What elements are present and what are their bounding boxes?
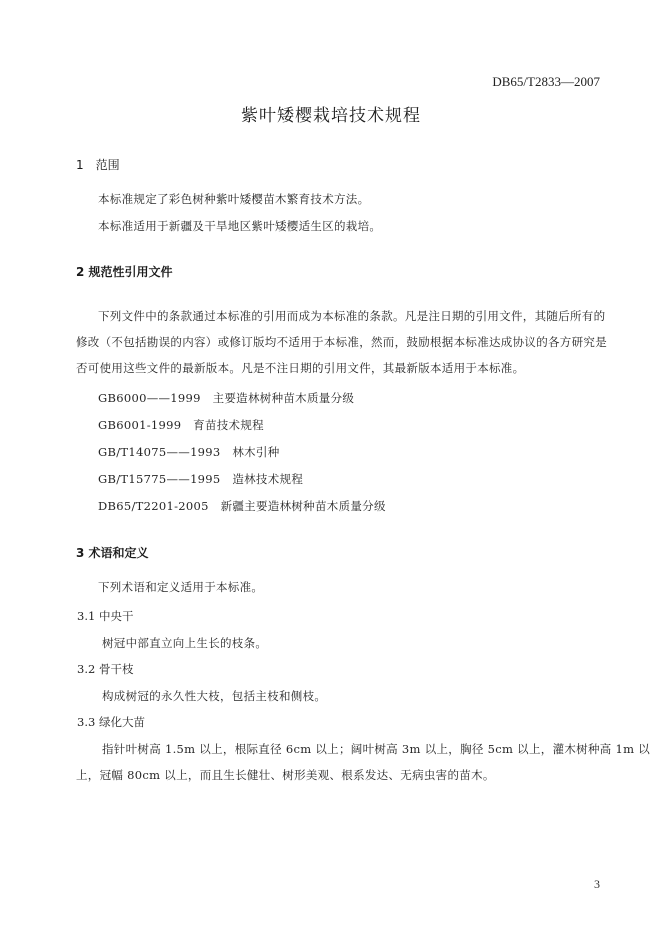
section-3-heading: 3 术语和定义 [76, 546, 149, 560]
term-id: 3.1 中央干 [77, 609, 134, 623]
section-2-intro-line: 修改（不包括勘误的内容）或修订版均不适用于本标准，然而，鼓励根据本标准达成协议的各方研究是 [76, 335, 607, 349]
document-title: 紫叶矮樱栽培技术规程 [241, 106, 421, 126]
term-definition: 树冠中部直立向上生长的枝条。 [102, 636, 268, 650]
section-2-intro-line: 否可使用这些文件的最新版本。凡是不注日期的引用文件，其最新版本适用于本标准。 [76, 361, 525, 375]
reference-item: DB65/T2201-2005 新疆主要造林树种苗木质量分级 [98, 499, 386, 513]
term-definition: 构成树冠的永久性大枝，包括主枝和侧枝。 [102, 689, 327, 703]
term-definition: 指针叶树高 1.5m 以上，根际直径 6cm 以上；阔叶树高 3m 以上，胸径 5cm 以上，灌木树种高 1m 以 [102, 742, 651, 756]
standard-code: DB65/T2833—2007 [492, 74, 600, 89]
section-2-intro-line: 下列文件中的条款通过本标准的引用而成为本标准的条款。凡是注日期的引用文件，其随后所有的 [98, 309, 606, 323]
term-id: 3.3 绿化大苗 [77, 715, 145, 729]
section-1-paragraph: 本标准规定了彩色树种紫叶矮樱苗木繁育技术方法。 [98, 192, 370, 206]
reference-item: GB6000——1999 主要造林树种苗木质量分级 [98, 391, 355, 405]
page-number: 3 [594, 877, 600, 891]
section-2-heading: 2 规范性引用文件 [76, 265, 173, 279]
section-1-heading: 1 范围 [76, 158, 120, 172]
reference-item: GB/T15775——1995 造林技术规程 [98, 472, 304, 486]
section-3-intro: 下列术语和定义适用于本标准。 [98, 580, 264, 594]
reference-item: GB/T14075——1993 林木引种 [98, 445, 280, 459]
term-id: 3.2 骨干枝 [77, 662, 134, 676]
term-definition: 上，冠幅 80cm 以上，而且生长健壮、树形美观、根系发达、无病虫害的苗木。 [76, 768, 495, 782]
reference-item: GB6001-1999 育苗技术规程 [98, 418, 264, 432]
section-1-paragraph: 本标准适用于新疆及干旱地区紫叶矮樱适生区的栽培。 [98, 219, 382, 233]
